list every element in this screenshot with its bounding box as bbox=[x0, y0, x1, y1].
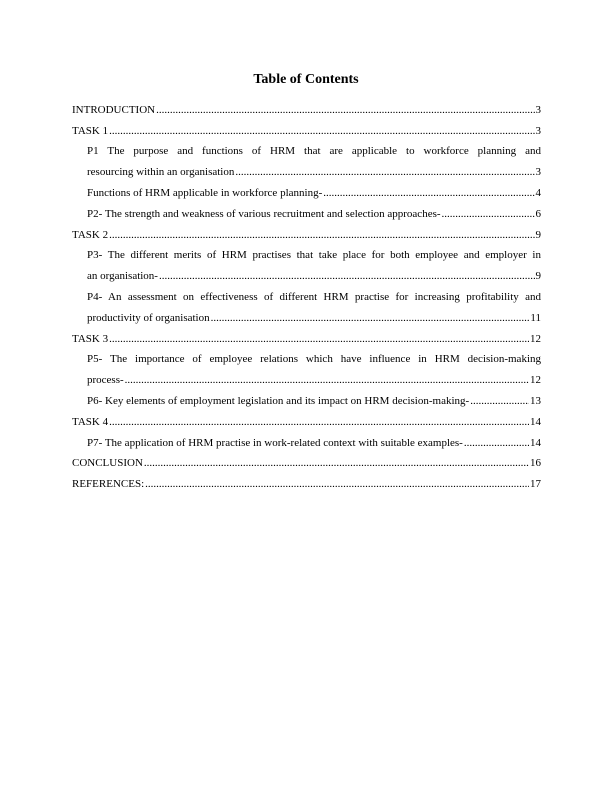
toc-entry[interactable] bbox=[72, 225, 541, 246]
toc-page-number: 14 bbox=[530, 436, 541, 449]
toc-entry-text: P4- An assessment on effectiveness of different HRM practise for increasing profitability and bbox=[87, 291, 541, 303]
toc-entry-text: P7- The application of HRM practise in work-related context with suitable examples- bbox=[87, 436, 463, 449]
dot-leader bbox=[464, 433, 529, 454]
toc-entry-text: TASK 4 bbox=[72, 415, 109, 428]
toc-page-number: 3 bbox=[535, 166, 541, 179]
toc-entry-line bbox=[87, 266, 541, 287]
toc-entry[interactable] bbox=[72, 329, 541, 350]
toc-entry-line bbox=[87, 308, 541, 329]
toc-page-number: 3 bbox=[535, 124, 541, 137]
toc-entry-text: productivity of organisation bbox=[87, 311, 210, 324]
toc-page-number: 13 bbox=[530, 395, 541, 408]
toc-entry[interactable] bbox=[72, 204, 541, 225]
dot-leader bbox=[442, 204, 535, 225]
dot-leader bbox=[159, 266, 535, 287]
dot-leader bbox=[235, 162, 534, 183]
toc-page-number: 11 bbox=[530, 311, 541, 324]
toc-entry[interactable] bbox=[72, 121, 541, 142]
toc-page-number: 9 bbox=[535, 270, 541, 283]
toc-entry-text: TASK 2 bbox=[72, 228, 109, 241]
toc-entry[interactable] bbox=[72, 412, 541, 433]
toc-entry[interactable] bbox=[72, 100, 541, 121]
dot-leader bbox=[125, 370, 529, 391]
toc-entry[interactable] bbox=[72, 391, 541, 412]
toc-entry[interactable] bbox=[72, 433, 541, 454]
dot-leader bbox=[211, 308, 530, 329]
toc-entry-text: Functions of HRM applicable in workforce planning- bbox=[87, 187, 323, 200]
toc-page-number: 6 bbox=[535, 207, 541, 220]
toc-entry[interactable] bbox=[72, 245, 541, 287]
toc-page-number: 9 bbox=[535, 228, 541, 241]
toc-entry-text: process- bbox=[87, 374, 124, 387]
toc-entry-text: an organisation- bbox=[87, 270, 158, 283]
toc-entry-line bbox=[87, 370, 541, 391]
toc-entry-text: CONCLUSION bbox=[72, 457, 143, 470]
toc-entry[interactable] bbox=[72, 183, 541, 204]
dot-leader bbox=[144, 453, 529, 474]
toc-entry-text: TASK 3 bbox=[72, 332, 109, 345]
toc-entry-text: P6- Key elements of employment legislation and its impact on HRM decision-making- bbox=[87, 395, 470, 408]
toc-entry[interactable] bbox=[72, 287, 541, 329]
toc-entry-text: P5- The importance of employee relations which have influence in HRM decision-making bbox=[87, 353, 541, 366]
dot-leader bbox=[109, 225, 534, 246]
table-of-contents bbox=[72, 100, 541, 495]
dot-leader bbox=[470, 391, 529, 412]
dot-leader bbox=[323, 183, 534, 204]
toc-page-number: 3 bbox=[535, 104, 541, 116]
toc-entry[interactable] bbox=[72, 141, 541, 183]
toc-page-number: 16 bbox=[530, 457, 541, 470]
toc-entry[interactable] bbox=[72, 474, 541, 495]
toc-entry-text: REFERENCES: bbox=[72, 478, 145, 490]
toc-entry[interactable] bbox=[72, 349, 541, 391]
toc-title: Table of Contents bbox=[253, 72, 359, 87]
toc-page-number: 12 bbox=[530, 374, 541, 387]
toc-page-number: 4 bbox=[535, 187, 541, 200]
toc-entry[interactable] bbox=[72, 453, 541, 474]
toc-entry-text: resourcing within an organisation bbox=[87, 166, 235, 179]
toc-entry-text: TASK 1 bbox=[72, 124, 109, 137]
toc-entry-text: P1 The purpose and functions of HRM that are applicable to workforce planning and bbox=[87, 145, 541, 158]
dot-leader bbox=[109, 412, 529, 433]
toc-page-number: 12 bbox=[530, 332, 541, 345]
toc-entry-text: INTRODUCTION bbox=[72, 104, 156, 116]
toc-entry-line bbox=[87, 162, 541, 183]
toc-page-number: 17 bbox=[530, 478, 541, 490]
toc-entry-text: P3- The different merits of HRM practises that take place for both employee and employer in bbox=[87, 249, 541, 262]
dot-leader bbox=[109, 329, 529, 350]
dot-leader bbox=[145, 474, 529, 495]
dot-leader bbox=[109, 121, 534, 142]
toc-entry-text: P2- The strength and weakness of various recruitment and selection approaches- bbox=[87, 207, 441, 220]
toc-page-number: 14 bbox=[530, 415, 541, 428]
dot-leader bbox=[156, 100, 534, 121]
